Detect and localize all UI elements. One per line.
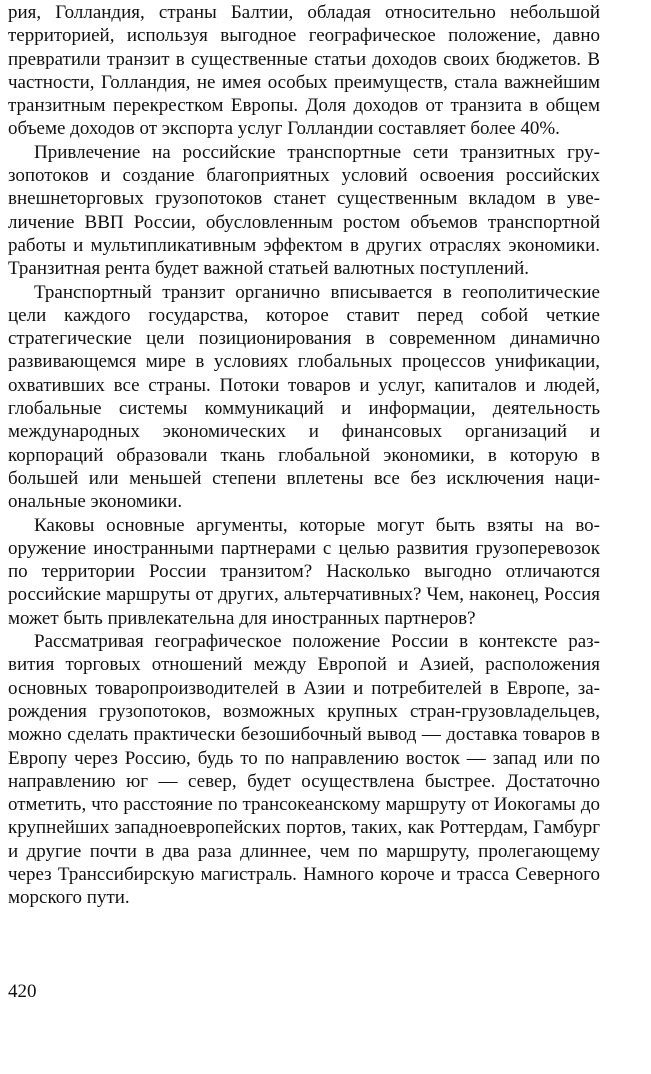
paragraph-continuation: рия, Голландия, страны Балтии, обладая относительно небольшой территорией, используя выгодное географическое положение, давно превратили транзит в существенные статьи доходов своих бюджетов. В частности, Голландия, не имея особых преимуществ, стала важнейшим транзитным перекрестком Европы. Доля доходов от транзита в общем объеме доходов от экспорта услуг Голландии составляет более 40%. (8, 2, 600, 140)
paragraph-main-arguments: Каковы основные аргументы, которые могут быть взяты на вооружение иностранными партнерами с целью развития грузоперевозок по территории России транзитом? Насколько выгодно отличаются российские маршруты от других, альтерчативных? Чем, наконец, Россия может быть привлекательна для иностранных партнеров? (8, 514, 600, 629)
page-number: 420 (8, 981, 37, 1002)
paragraph-geographic-position: Рассматривая географическое положение России в контексте развития торговых отношений между Европой и Азией, расположения основных товаропроизводителей в Азии и потребителей в Европе, зарождения грузопотоков, возможных крупных стран-грузовладельцев, можно сделать практически безошибочный вывод — доставка товаров в Европу через Россию, будь то по направлению восток — запад или по направлению юг — север, будет осуществлена быстрее. Достаточно отметить, что расстояние по трансокеанскому маршруту от Иокогамы до крупнейших западноевропейских портов, таких, как Роттердам, Гамбург и другие почти в два раза длиннее, чем по маршруту, пролегающему через Транссибирскую магистраль. Намного короче и трасса Северного морского пути. (8, 631, 600, 909)
page-body (8, 1, 600, 910)
paragraph-geopolitical-goals: Транспортный транзит органично вписывается в геополитические цели каждого государства, которое ставит перед собой четкие стратегические цели позиционирования в современном динамично развивающемся мире в условиях глобальных процессов унификации, охвативших все страны. Потоки товаров и услуг, капиталов и людей, глобальные системы коммуникаций и информации, деятельность международных экономических и финансовых организаций и корпораций образовали ткань глобальной экономики, в которую в большей или меньшей степени вплетены все без исключения национальные экономики. (8, 281, 600, 513)
paragraph-transit-cargo-flows: Привлечение на российские транспортные сети транзитных грузопотоков и создание благоприятных условий освоения российских внешнеторговых грузопотоков станет существенным вкладом в увеличение ВВП России, обусловленным ростом объемов транспортной работы и мультипликативным эффектом в других отраслях экономики. Транзитная рента будет важной статьей валютных поступлений. (8, 141, 600, 280)
